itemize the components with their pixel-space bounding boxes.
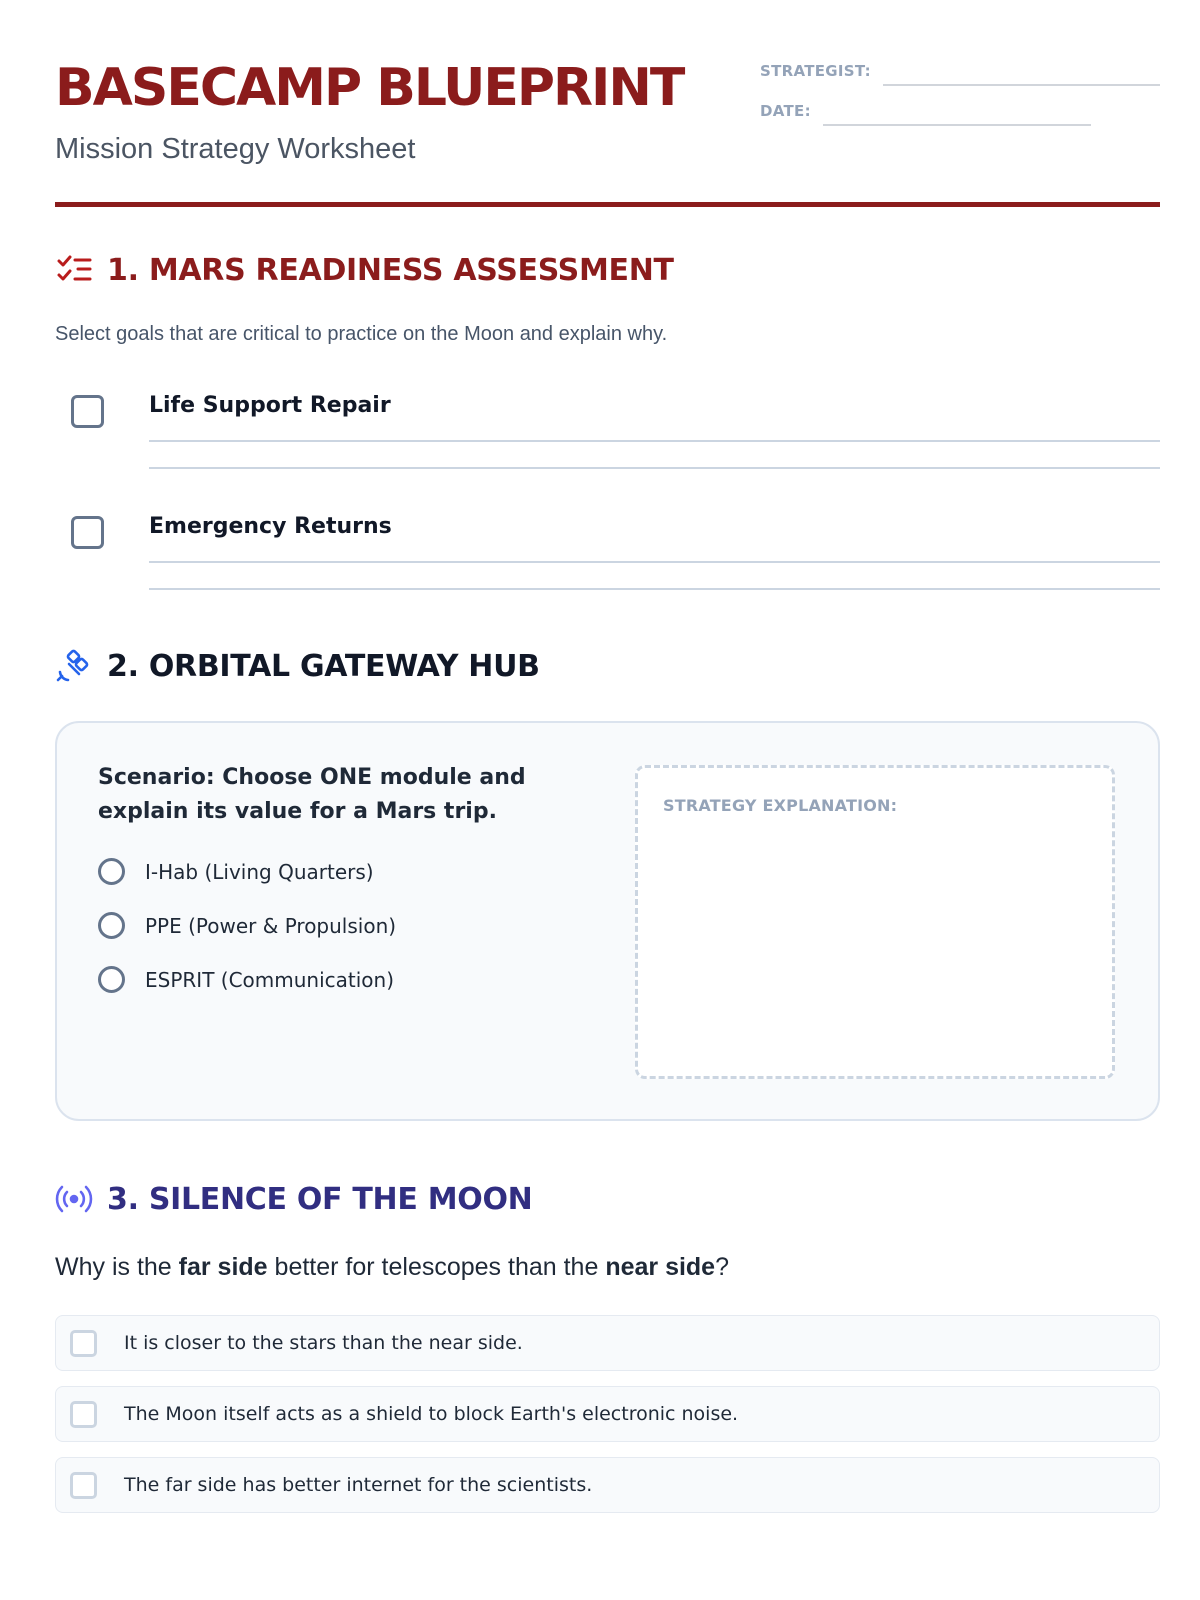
- answer-line[interactable]: [149, 440, 1160, 442]
- strategist-field[interactable]: [883, 84, 1160, 86]
- module-radio-ppe[interactable]: [98, 912, 125, 939]
- date-label: DATE:: [760, 102, 811, 120]
- answer-line[interactable]: [149, 467, 1160, 469]
- section3-heading: [55, 1179, 532, 1219]
- date-field[interactable]: [823, 124, 1091, 126]
- section1-instruction: Select goals that are critical to practice on the Moon and explain why.: [55, 323, 668, 345]
- answer-text: The far side has better internet for the scientists.: [124, 1474, 593, 1496]
- answer-checkbox[interactable]: [70, 1472, 97, 1499]
- header-divider: [55, 202, 1160, 207]
- strategist-label: STRATEGIST:: [760, 62, 871, 80]
- question-emphasis: far side: [178, 1253, 268, 1281]
- goal-label: Life Support Repair: [149, 393, 391, 418]
- worksheet-subtitle: Mission Strategy Worksheet: [55, 133, 416, 165]
- section1-title: 1. MARS READINESS ASSESSMENT: [107, 252, 674, 288]
- section3-title: 3. SILENCE OF THE MOON: [107, 1181, 533, 1217]
- answer-option[interactable]: [55, 1386, 1160, 1442]
- satellite-icon: [55, 647, 93, 685]
- question-emphasis: near side: [605, 1253, 716, 1281]
- section2-title: 2. ORBITAL GATEWAY HUB: [107, 648, 540, 684]
- answer-text: The Moon itself acts as a shield to block Earth's electronic noise.: [124, 1403, 739, 1425]
- section2-heading: [55, 646, 540, 686]
- radio-signal-icon: [55, 1180, 93, 1218]
- module-label: ESPRIT (Communication): [145, 968, 395, 992]
- goal-checkbox-life-support[interactable]: [71, 395, 104, 428]
- telescope-question: Why is the far side better for telescopes than the near side?: [55, 1253, 729, 1281]
- answer-checkbox[interactable]: [70, 1401, 97, 1428]
- worksheet-header: [55, 58, 1160, 208]
- answer-line[interactable]: [149, 588, 1160, 590]
- answer-option[interactable]: [55, 1457, 1160, 1513]
- scenario-prompt: Scenario: Choose ONE module and explain its value for a Mars trip.: [98, 765, 526, 824]
- answer-option[interactable]: [55, 1315, 1160, 1371]
- module-radio-ihab[interactable]: [98, 858, 125, 885]
- section1-heading: [55, 250, 674, 290]
- module-label: I-Hab (Living Quarters): [145, 860, 374, 884]
- module-label: PPE (Power & Propulsion): [145, 914, 397, 938]
- answer-text: It is closer to the stars than the near side.: [124, 1332, 523, 1354]
- module-radio-esprit[interactable]: [98, 966, 125, 993]
- checklist-icon: [55, 251, 93, 289]
- goal-label: Emergency Returns: [149, 514, 392, 539]
- answer-line[interactable]: [149, 561, 1160, 563]
- strategy-explanation-label: STRATEGY EXPLANATION:: [663, 796, 898, 815]
- worksheet-title: BASECAMP BLUEPRINT: [55, 58, 684, 118]
- answer-checkbox[interactable]: [70, 1330, 97, 1357]
- goal-checkbox-emergency-returns[interactable]: [71, 516, 104, 549]
